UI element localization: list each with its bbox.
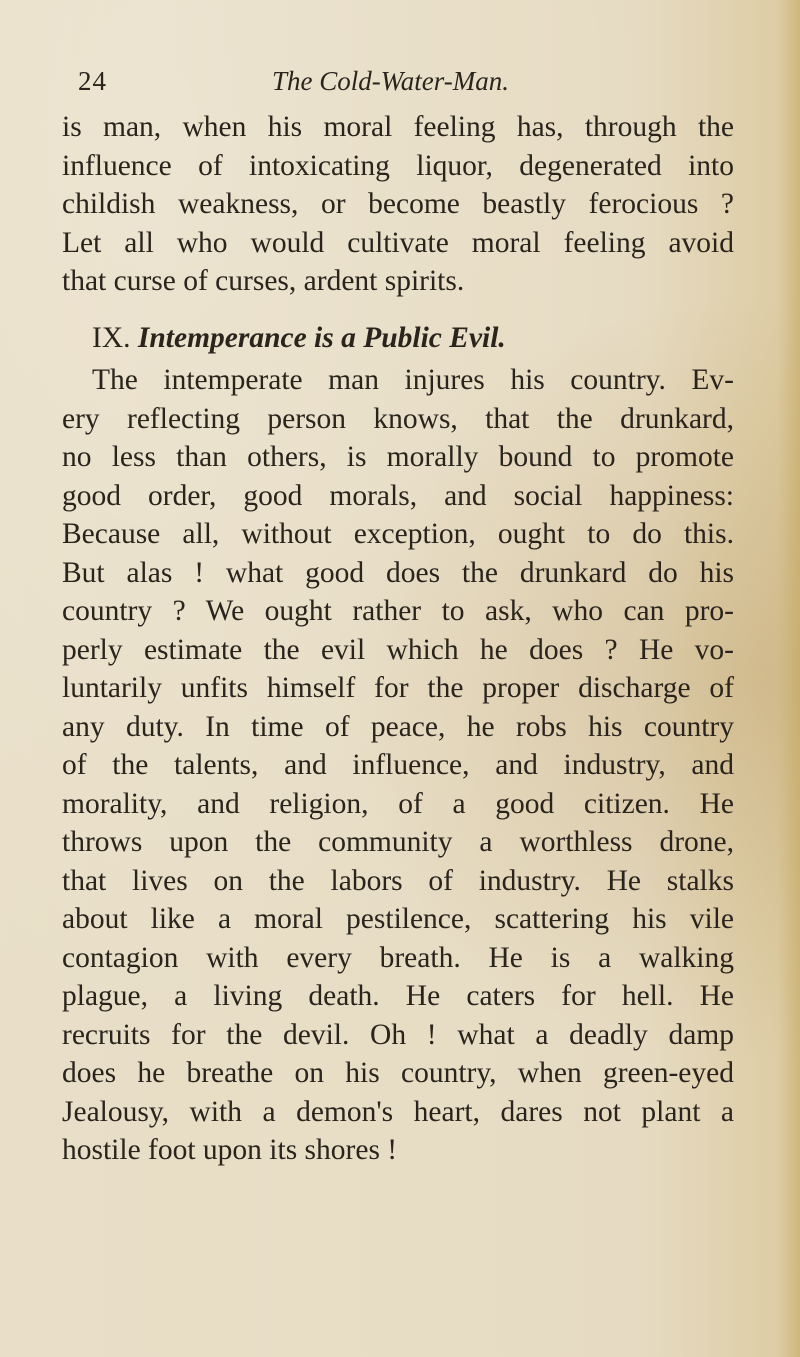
text-line: plague, a living death. He caters for hell. He <box>62 980 734 1012</box>
text-line: hostile foot upon its shores ! <box>62 1134 398 1166</box>
text-line: influence of intoxicating liquor, degenerated into <box>62 149 734 182</box>
text-line: contagion with every breath. He is a walking <box>62 941 734 974</box>
text-line: is man, when his moral feeling has, through the <box>62 111 734 143</box>
section-title: Intemperance is a Public Evil. <box>137 321 506 354</box>
text-line: of the talents, and influence, and industry, and <box>62 749 734 781</box>
text-line: does he breathe on his country, when green-eyed <box>62 1057 734 1089</box>
text-line: about like a moral pestilence, scattering his vile <box>62 903 734 935</box>
section-heading <box>62 319 734 358</box>
text-line: luntarily unfits himself for the proper discharge of <box>62 672 734 704</box>
text-line: throws upon the community a worthless drone, <box>62 826 734 858</box>
text-line: perly estimate the evil which he does ? He vo- <box>62 633 734 666</box>
section-numeral: IX. <box>92 321 131 354</box>
page-header <box>78 66 728 106</box>
text-line: The intemperate man injures his country. Ev- <box>92 364 734 396</box>
text-line: that lives on the labors of industry. He stalks <box>62 864 734 897</box>
text-line: country ? We ought rather to ask, who can pro- <box>62 595 734 627</box>
text-line: any duty. In time of peace, he robs his country <box>62 710 734 743</box>
text-line: ery reflecting person knows, that the drunkard, <box>62 402 734 435</box>
text-line: Let all who would cultivate moral feeling avoid <box>62 226 734 259</box>
text-line: recruits for the devil. Oh ! what a deadly damp <box>62 1018 734 1051</box>
text-line: childish weakness, or become beastly ferocious ? <box>62 188 734 220</box>
text-line: no less than others, is morally bound to promote <box>62 441 734 473</box>
text-line: Jealousy, with a demon's heart, dares not plant a <box>62 1095 734 1128</box>
page-edge-shadow <box>778 0 800 1357</box>
text-line: Because all, without exception, ought to do this. <box>62 518 734 550</box>
text-line: good order, good morals, and social happiness: <box>62 479 734 512</box>
body-text <box>62 108 734 1170</box>
text-line: morality, and religion, of a good citizen. He <box>62 787 734 820</box>
text-line: But alas ! what good does the drunkard do his <box>62 556 734 589</box>
running-title: The Cold-Water-Man. <box>272 66 509 96</box>
text-line: that curse of curses, ardent spirits. <box>62 265 465 297</box>
page-number: 24 <box>78 66 107 96</box>
